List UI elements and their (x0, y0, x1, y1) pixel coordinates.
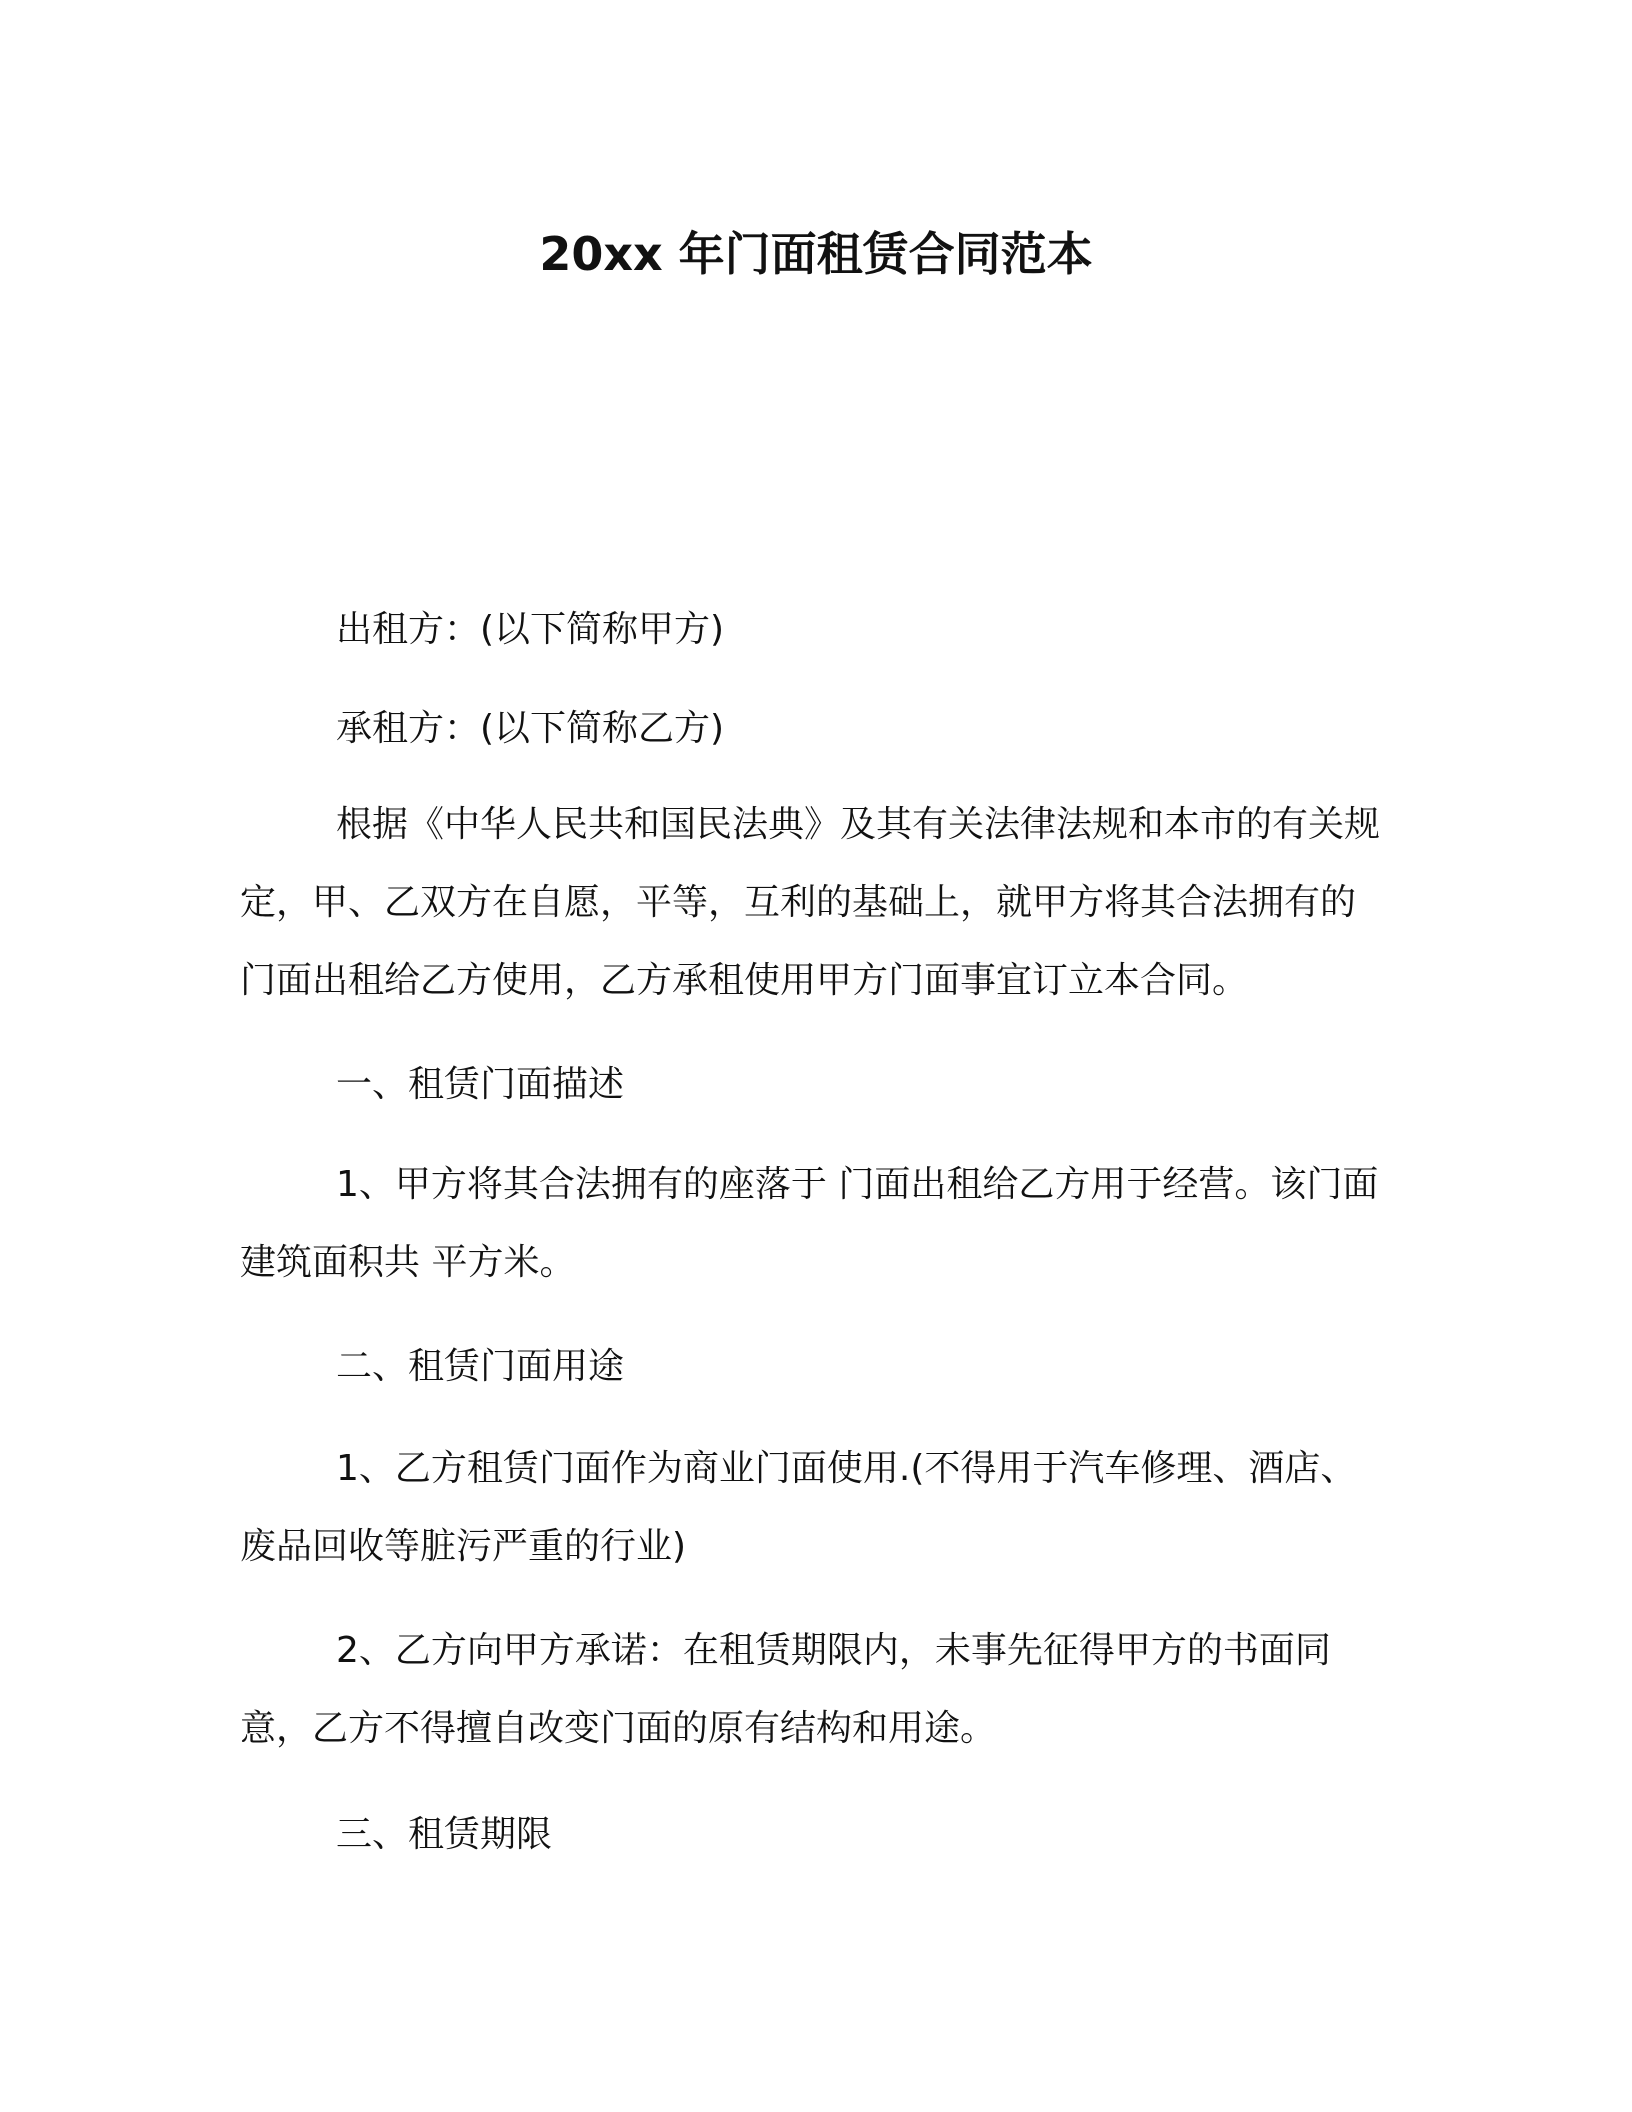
section-3-heading: 三、租赁期限 (336, 1814, 553, 1855)
document-title: 20xx 年门面租赁合同范本 (539, 227, 1093, 281)
section-1-heading: 一、租赁门面描述 (336, 1064, 625, 1105)
lessee-line: 承租方：(以下简称乙方) (336, 708, 725, 749)
preamble-paragraph: 根据《中华人民共和国民法典》及其有关法律法规和本市的有关规定，甲、乙双方在自愿，平等，互利的基础上，就甲方将其合法拥有的门面出租给乙方使用，乙方承租使用甲方门面事宜订立本合同。 (240, 804, 1381, 1001)
section-2-item-1: 1、乙方租赁门面作为商业门面使用.(不得用于汽车修理、酒店、废品回收等脏污严重的行业) (240, 1448, 1357, 1567)
lessor-line: 出租方：(以下简称甲方) (336, 609, 725, 650)
section-2-item-2: 2、乙方向甲方承诺：在租赁期限内，未事先征得甲方的书面同意，乙方不得擅自改变门面的原有结构和用途。 (240, 1630, 1331, 1749)
section-2-heading: 二、租赁门面用途 (336, 1346, 625, 1387)
section-1-item-1: 1、甲方将其合法拥有的座落于 门面出租给乙方用于经营。该门面建筑面积共 平方米。 (240, 1164, 1379, 1283)
